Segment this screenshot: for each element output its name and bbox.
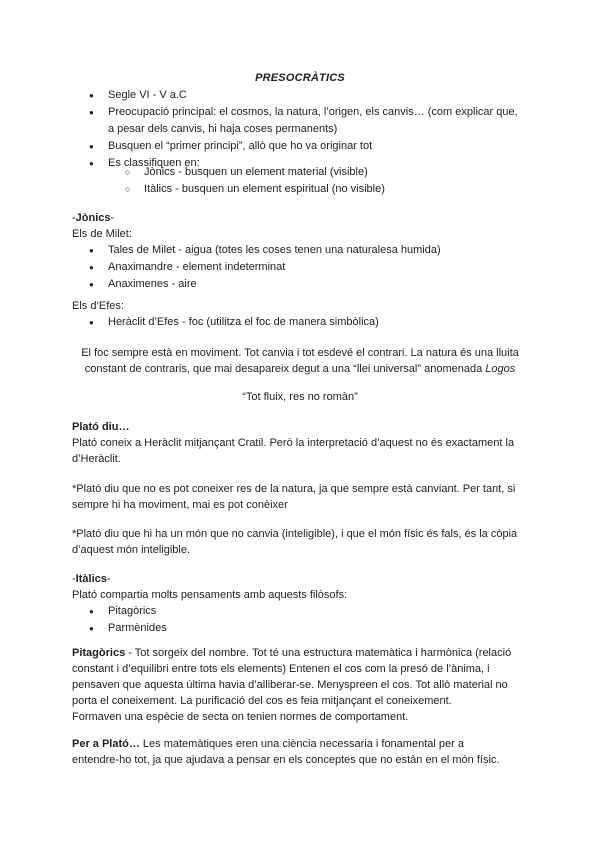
intro-list xyxy=(108,87,518,172)
list-item: ● Es classifiquen en: xyxy=(108,155,518,172)
foc-line-1: El foc sempre està en moviment. Tot canvia i tot esdevé el contrari. La natura és una lluita xyxy=(81,347,519,359)
list-item: ● Tales de Milet - aigua (totes les coses tenen una naturalesa humida) xyxy=(108,242,441,259)
page-title: PRESOCRÀTICS xyxy=(255,72,345,84)
italics-list xyxy=(108,603,167,637)
classification-list xyxy=(144,164,385,198)
paragraph-line: d’aquest món inteligible. xyxy=(72,544,191,556)
list-item: ● Preocupació principal: el cosmos, la natura, l’origen, els canvis… (com explicar que, xyxy=(108,104,518,121)
milet-label: Els de Milet: xyxy=(72,228,132,240)
paragraph-line: entendre-ho tot, ja que ajudava a pensar en els conceptes que no estàn en el món físic. xyxy=(72,754,500,766)
list-item: ● Parmènides xyxy=(108,620,167,637)
list-item: ● Pitagòrics xyxy=(108,603,167,620)
paragraph-line: sempre hi ha moviment, mai es pot conèixer xyxy=(72,499,288,511)
list-item: ● Segle VI - V a.C xyxy=(108,87,518,104)
list-item: ○ Jònics - busquen un element material (visible) xyxy=(144,164,385,181)
list-item: ○ Itàlics - busquen un element espiritual (no visible) xyxy=(144,181,385,198)
jonics-heading-text: Jònics xyxy=(75,212,111,224)
list-item: ● Anaximenes - aire xyxy=(108,276,441,293)
paragraph-line: constant i d’equilibri entre tots els elements) Entenen el cos com la presó de l’ànima, i xyxy=(72,663,490,675)
plato-heading: Plató diu… xyxy=(72,421,130,433)
paragraph-line: pensaven que aquesta última havia d’alliberar-se. Menyspreen el cos. Tot allò material no xyxy=(72,679,508,691)
paragraph-line: Plató coneix a Heràclit mitjançant Cratil. Però la interpretació d’aquest no és exactament la xyxy=(72,437,515,449)
pitagorics-line xyxy=(72,645,511,662)
paragraph-line: d’Heràclit. xyxy=(72,453,121,465)
milet-list xyxy=(108,242,441,293)
quote: “Tot fluix, res no romàn” xyxy=(242,391,358,403)
per-a-plato-line xyxy=(72,736,464,753)
list-item-continuation xyxy=(108,121,518,138)
continuation-text: a pesar dels canvis, hi haja coses permanents) xyxy=(108,123,338,135)
paragraph-line: *Plató diu que no es pot coneixer res de la natura, ja que sempre està canviant. Per tant, si xyxy=(72,483,516,495)
jonics-heading: -Jònics- xyxy=(72,212,115,224)
efes-list xyxy=(108,314,379,331)
list-item: ● Anaximandre - element indeterminat xyxy=(108,259,441,276)
paragraph-line: *Plató diu que hi ha un món que no canvia (inteligible), i que el món físic és fals, és la còpia xyxy=(72,528,518,540)
efes-label: Els d’Efes: xyxy=(72,300,124,312)
list-item: ● Busquen el “primer principi”, allò que ho va originar tot xyxy=(108,138,518,155)
foc-line-2 xyxy=(0,361,600,378)
per-a-plato-text: Les matemàtiques eren una ciència necessaria i fonamental per a xyxy=(139,738,464,750)
italics-intro: Plató compartia molts pensaments amb aquests filòsofs: xyxy=(72,589,348,601)
list-item: ● Heràclit d’Efes - foc (utilitza el foc de manera simbòlica) xyxy=(108,314,379,331)
italics-heading-text: Itàlics xyxy=(75,573,107,585)
pitagorics-term: Pitagòrics xyxy=(72,647,126,659)
italics-heading: -Itàlics- xyxy=(72,573,111,585)
per-a-plato-term: Per a Plató… xyxy=(72,738,140,750)
paragraph-line: Formaven una espècie de secta on tenien normes de comportament. xyxy=(72,711,409,723)
paragraph-line: porta el coneixement. La purificació del cos es feia mitjançant el coneixement. xyxy=(72,695,452,707)
foc-line-2-text: constant de contraris, que mai desapareix degut a una “llei universal” anomenada xyxy=(84,363,486,375)
pitagorics-text: - Tot sorgeix del nombre. Tot té una estructura matemàtica i harmònica (relació xyxy=(125,647,512,659)
logos-term: Logos xyxy=(485,363,516,375)
